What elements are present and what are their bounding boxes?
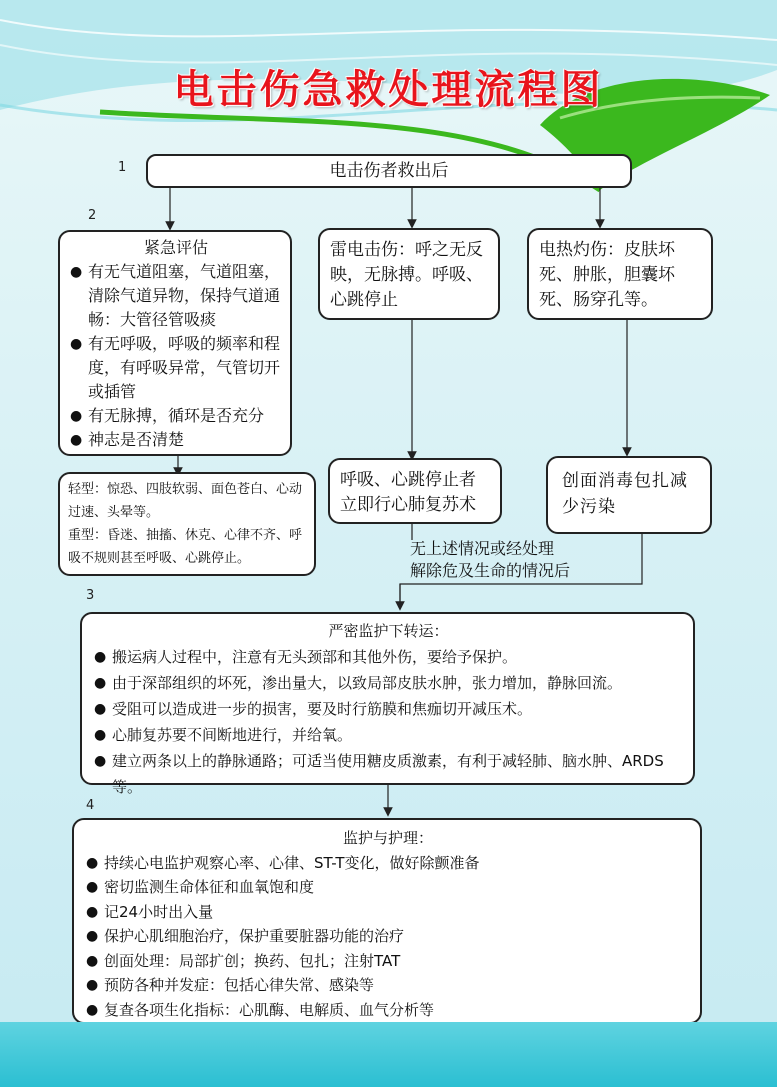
monitoring-item: ● 预防各种并发症：包括心律失常、感染等: [86, 973, 690, 998]
assessment-item: ● 神志是否清楚: [70, 428, 282, 452]
transfer-item: ● 受阻可以造成进一步的损害，要及时行筋膜和焦痂切开减压术。: [94, 696, 683, 722]
assessment-heading: 紧急评估: [143, 238, 208, 257]
transition-note: [410, 538, 570, 582]
transfer-item: ● 搬运病人过程中，注意有无头颈部和其他外伤，要给予保护。: [94, 644, 683, 670]
transfer-heading: 严密监护下转运：: [328, 622, 449, 640]
severity-box: [58, 472, 316, 576]
monitoring-item: ● 记24小时出入量: [86, 900, 690, 925]
cpr-box: [328, 458, 502, 524]
monitoring-list: [86, 851, 690, 1023]
page-title: 电击伤急救处理流程图: [173, 66, 604, 113]
assessment-item: ● 有无脉搏，循环是否充分: [70, 404, 282, 428]
monitoring-heading: 监护与护理：: [342, 829, 433, 847]
lightning-injury-box: [318, 228, 500, 320]
lightning-injury-text: 雷电击伤：呼之无反映，无脉搏。呼吸、心跳停止: [330, 240, 483, 310]
cpr-text: 呼吸、心跳停止者立即行心肺复苏术: [340, 470, 476, 515]
mild-type-text: 轻型：惊恐、四肢软弱、面色苍白、心动过速、头晕等。: [68, 482, 303, 520]
thermal-burn-box: [527, 228, 713, 320]
footer-band: [0, 1022, 777, 1087]
assessment-item: ● 有无气道阻塞，气道阻塞，清除气道异物，保持气道通畅：大管径管吸痰: [70, 260, 282, 332]
monitoring-item: ● 创面处理：局部扩创；换药、包扎；注射TAT: [86, 949, 690, 974]
transfer-item: ● 由于深部组织的坏死，渗出量大，以致局部皮肤水肿，张力增加，静脉回流。: [94, 670, 683, 696]
step-number-4: 4: [86, 798, 95, 813]
transfer-list: [94, 644, 683, 800]
transition-note-line1: 无上述情况或经处理: [410, 539, 555, 558]
wound-care-text: 创面消毒包扎减少污染: [562, 471, 688, 517]
step-number-2: 2: [88, 208, 97, 223]
step-number-1: 1: [118, 160, 127, 175]
monitoring-box: [72, 818, 702, 1024]
rescued-text: 电击伤者救出后: [329, 161, 449, 181]
transition-note-line2: 解除危及生命的情况后: [410, 561, 571, 580]
rescued-box: [146, 154, 632, 188]
thermal-burn-text: 电热灼伤：皮肤坏死、肿胀，胆囊坏死、肠穿孔等。: [539, 240, 675, 310]
severe-type-text: 重型：昏迷、抽搐、休克、心律不齐、呼吸不规则甚至呼吸、心跳停止。: [68, 528, 303, 566]
step-number-3: 3: [86, 588, 95, 603]
assessment-item: ● 有无呼吸，呼吸的频率和程度，有呼吸异常，气管切开或插管: [70, 332, 282, 404]
monitoring-item: ● 密切监测生命体征和血氧饱和度: [86, 875, 690, 900]
assessment-list: [70, 260, 282, 452]
monitoring-item: ● 保护心肌细胞治疗，保护重要脏器功能的治疗: [86, 924, 690, 949]
transfer-box: [80, 612, 695, 796]
transfer-item: ● 建立两条以上的静脉通路；可适当使用糖皮质激素，有利于减轻肺、脑水肿、ARDS等。: [94, 748, 683, 800]
monitoring-item: ● 持续心电监护观察心率、心律、ST-T变化，做好除颤准备: [86, 851, 690, 876]
monitoring-item: ● 复查各项生化指标：心肌酶、电解质、血气分析等: [86, 998, 690, 1023]
transfer-item: ● 心肺复苏要不间断地进行，并给氧。: [94, 722, 683, 748]
emergency-assessment-box: [58, 230, 292, 456]
wound-care-box: [546, 456, 712, 534]
